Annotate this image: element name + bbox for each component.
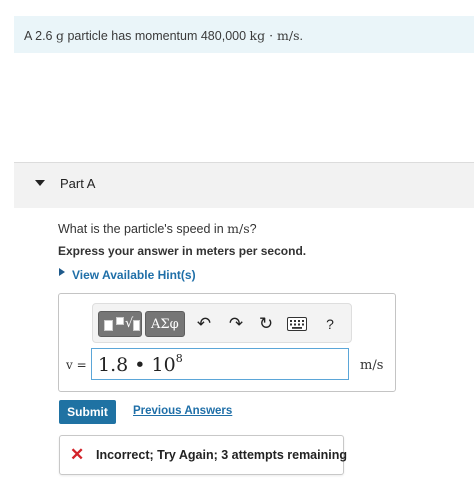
hint-caret-icon[interactable]	[59, 268, 65, 276]
feedback-message	[59, 435, 347, 475]
collapse-caret-icon[interactable]	[35, 180, 45, 186]
question-suffix: ?	[249, 222, 257, 236]
reset-icon[interactable]: ↻	[258, 314, 274, 333]
templates-icon[interactable]	[98, 311, 142, 337]
answer-operator: •	[134, 354, 146, 376]
view-hints-link[interactable]: View Available Hint(s)	[72, 268, 196, 282]
problem-text-prefix: A 2.6	[24, 29, 56, 43]
x-icon: ✕	[70, 445, 85, 464]
problem-text-middle: particle has momentum 480,000	[64, 29, 250, 43]
answer-input[interactable]	[91, 348, 349, 380]
answer-mantissa: 1.8	[98, 354, 129, 376]
greek-symbols-icon[interactable]	[145, 311, 185, 337]
problem-statement	[14, 16, 474, 53]
question-text	[58, 221, 257, 236]
feedback-text: Incorrect; Try Again; 3 attempts remaining	[96, 448, 347, 462]
answer-base: 10	[151, 354, 176, 376]
part-title[interactable]: Part A	[60, 176, 96, 191]
redo-icon[interactable]: ↷	[228, 314, 244, 333]
template-box-shape	[133, 320, 140, 331]
template-box-shape	[104, 320, 113, 331]
answer-instruction: Express your answer in meters per second.	[58, 244, 307, 258]
submit-button[interactable]: Submit	[59, 400, 116, 424]
template-box-shape	[116, 317, 124, 325]
variable-label: v =	[66, 358, 87, 372]
unit-label: m/s	[360, 358, 384, 373]
math-toolbar	[92, 303, 352, 343]
momentum-unit: kg · m/s	[249, 28, 300, 43]
keyboard-icon[interactable]	[286, 312, 308, 336]
keyboard-icon-graphic	[287, 317, 307, 331]
sqrt-glyph: √	[125, 316, 134, 331]
question-prefix: What is the particle's speed in	[58, 222, 228, 236]
greek-symbols-label: ΑΣφ	[151, 317, 179, 332]
help-icon[interactable]: ?	[326, 316, 334, 332]
undo-icon[interactable]: ↶	[196, 314, 212, 333]
answer-exponent: 8	[175, 352, 183, 365]
question-unit: m/s	[227, 221, 250, 236]
problem-text-suffix: .	[299, 29, 303, 43]
mass-unit: g	[55, 28, 64, 43]
previous-answers-link[interactable]: Previous Answers	[133, 405, 233, 417]
